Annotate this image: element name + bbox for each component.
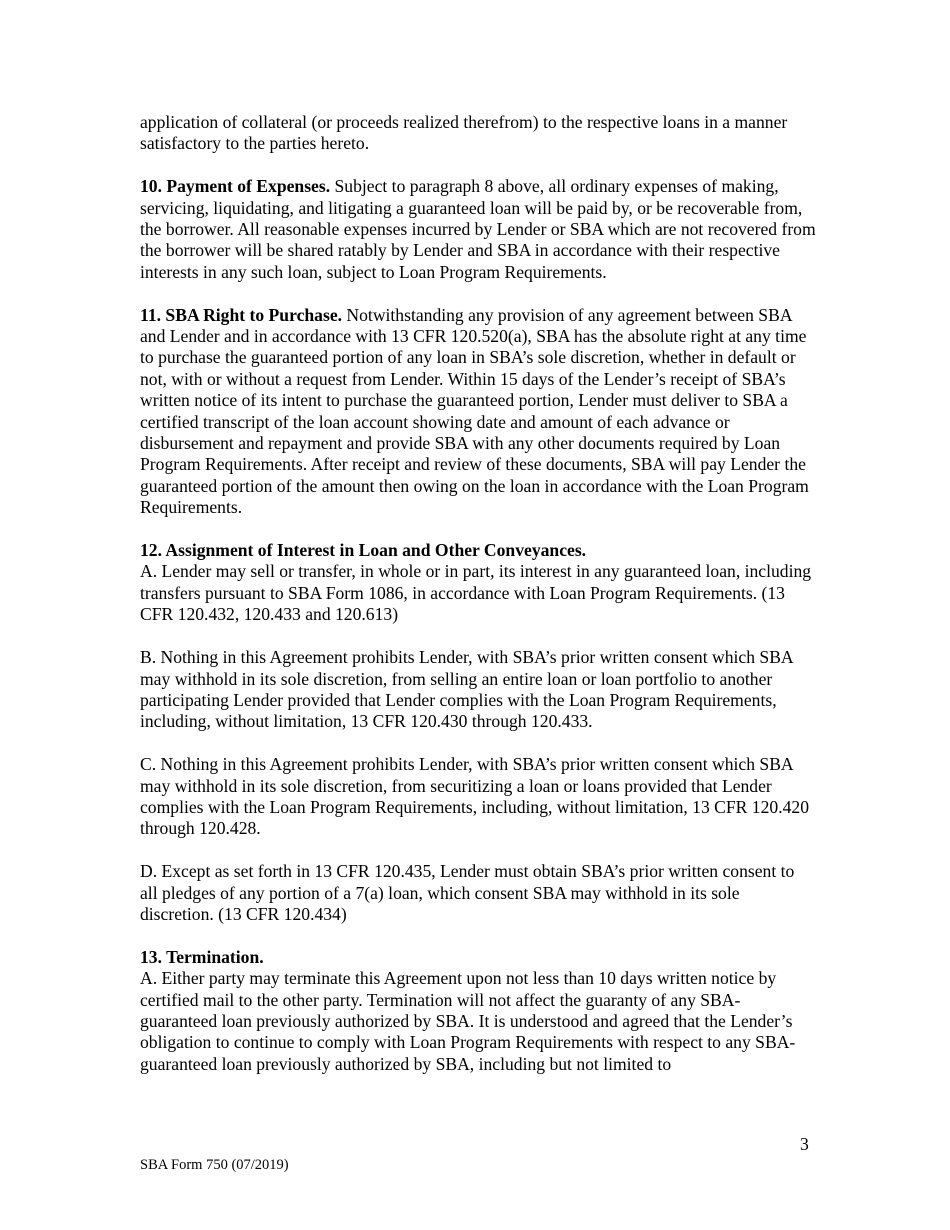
section-11-heading: 11. SBA Right to Purchase. [140, 304, 343, 325]
form-footer: SBA Form 750 (07/2019) [140, 1157, 289, 1173]
section-12-b: B. Nothing in this Agreement prohibits Lender, with SBA’s prior written consent which SBA may withhold in its sole discretion, from selling an entire loan or loan portfolio to another participating Lender provided that Lender complies with the Loan Program Requirements, including, without limitation, 13 CFR 120.430 through 120.433. [140, 647, 793, 732]
section-13-heading: 13. Termination. [140, 946, 264, 967]
section-11-paragraph [140, 305, 816, 519]
document-body [140, 112, 816, 1075]
intro-paragraph: application of collateral (or proceeds realized therefrom) to the respective loans in a manner satisfactory to the parties hereto. [140, 112, 788, 154]
section-13-a: A. Either party may terminate this Agreement upon not less than 10 days written notice by certified mail to the other party. Termination will not affect the guaranty of any SBA-guaranteed loan previously authorized by SBA. It is understood and agreed that the Lender’s obligation to continue to comply with Loan Program Requirements with respect to any SBA-guaranteed loan previously authorized by SBA, including but not limited to [140, 968, 796, 1074]
section-12-c: C. Nothing in this Agreement prohibits Lender, with SBA’s prior written consent which SBA may withhold in its sole discretion, from securitizing a loan or loans provided that Lender complies with the Loan Program Requirements, including, without limitation, 13 CFR 120.420 through 120.428. [140, 754, 809, 839]
section-12-heading: 12. Assignment of Interest in Loan and Other Conveyances. [140, 540, 587, 561]
section-10-body: Subject to paragraph 8 above, all ordinary expenses of making, servicing, liquidating, and litigating a guaranteed loan will be paid by, or be recoverable from, the borrower. All reasonable expenses incurred by Lender or SBA which are not recovered from the borrower will be shared ratably by Lender and SBA in accordance with their respective interests in any such loan, subject to Loan Program Requirements. [140, 176, 816, 282]
section-10-paragraph [140, 176, 816, 283]
section-12-a: A. Lender may sell or transfer, in whole or in part, its interest in any guaranteed loan, including transfers pursuant to SBA Form 1086, in accordance with Loan Program Requirements. (13 CFR 120.432, 120.433 and 120.613) [140, 561, 812, 625]
page-number: 3 [800, 1134, 809, 1154]
section-12-d: D. Except as set forth in 13 CFR 120.435, Lender must obtain SBA’s prior written consent to all pledges of any portion of a 7(a) loan, which consent SBA may withhold in its sole discretion. (13 CFR 120.434) [140, 861, 795, 924]
section-11-body: Notwithstanding any provision of any agreement between SBA and Lender and in accordance with 13 CFR 120.520(a), SBA has the absolute right at any time to purchase the guaranteed portion of any loan in SBA’s sole discretion, whether in default or not, with or without a request from Lender. Within 15 days of the Lender’s receipt of SBA’s written notice of its intent to purchase the guaranteed portion, Lender must deliver to SBA a certified transcript of the loan account showing date and amount of each advance or disbursement and repayment and provide SBA with any other documents required by Loan Program Requirements. After receipt and review of these documents, SBA will pay Lender the guaranteed portion of the amount then owing on the loan in accordance with the Loan Program Requirements. [140, 304, 809, 518]
section-10-heading: 10. Payment of Expenses. [140, 176, 331, 197]
